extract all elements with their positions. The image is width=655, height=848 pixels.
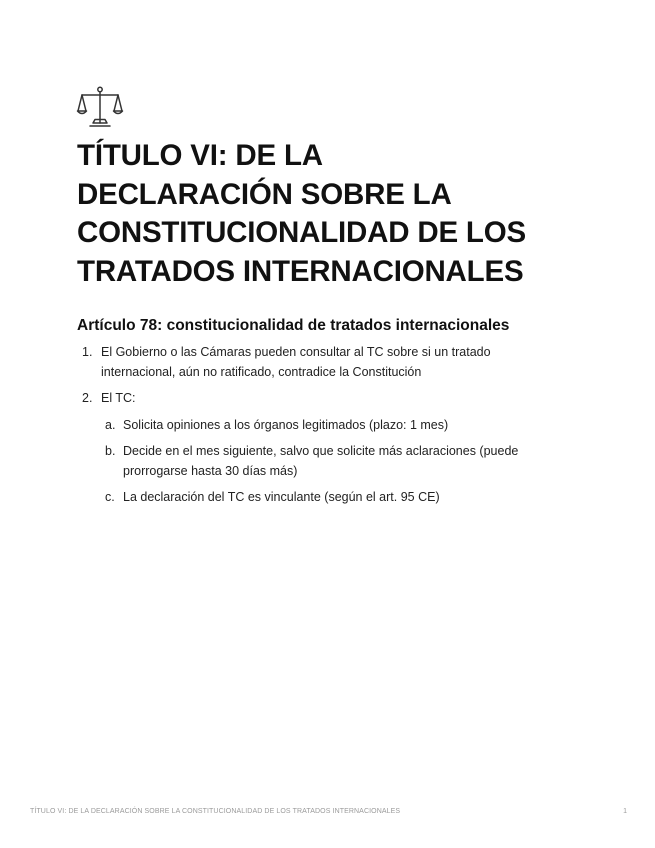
sublist-marker: a. <box>105 417 116 432</box>
sublist-item-text <box>123 442 577 481</box>
text-line: Solicita opiniones a los órganos legitimados (plazo: 1 mes) <box>123 417 449 432</box>
article-heading: Artículo 78: constitucionalidad de tratados internacionales <box>77 317 510 334</box>
list-item <box>77 389 577 409</box>
list-item-text <box>101 343 577 382</box>
page-footer: TÍTULO VI: DE LA DECLARACIÓN SOBRE LA CONSTITUCIONALIDAD DE LOS TRATADOS INTERNACIONALES <box>30 808 401 815</box>
list-marker: 1. <box>82 345 93 359</box>
sublist-marker: b. <box>105 444 116 458</box>
balance-scale-icon <box>76 85 124 129</box>
text-line: La declaración del TC es vinculante (según el art. 95 CE) <box>123 490 440 504</box>
sublist-item <box>77 442 577 481</box>
title-line: DECLARACIÓN SOBRE LA <box>77 177 452 211</box>
sublist-item-text <box>123 416 577 436</box>
title-line: CONSTITUCIONALIDAD DE LOS <box>77 216 526 249</box>
page-title <box>77 137 617 291</box>
sublist-item <box>77 416 577 436</box>
sublist-marker: c. <box>105 490 115 504</box>
sublist-item <box>77 488 577 508</box>
list-item-text: El TC: <box>101 391 136 405</box>
text-line: El Gobierno o las Cámaras pueden consultar al TC sobre si un tratado <box>101 345 491 359</box>
list-marker: 2. <box>82 391 93 405</box>
page-number: 1 <box>623 808 627 815</box>
text-line: prorrogarse hasta 30 días más) <box>123 463 298 478</box>
text-line: Decide en el mes siguiente, salvo que solicite más aclaraciones (puede <box>123 444 519 458</box>
sublist-item-text <box>123 488 577 508</box>
list-item <box>77 343 577 382</box>
title-line: TRATADOS INTERNACIONALES <box>77 254 524 288</box>
text-line: internacional, aún no ratificado, contradice la Constitución <box>101 364 422 379</box>
title-line: TÍTULO VI: DE LA <box>77 139 323 172</box>
article-list <box>77 343 577 508</box>
